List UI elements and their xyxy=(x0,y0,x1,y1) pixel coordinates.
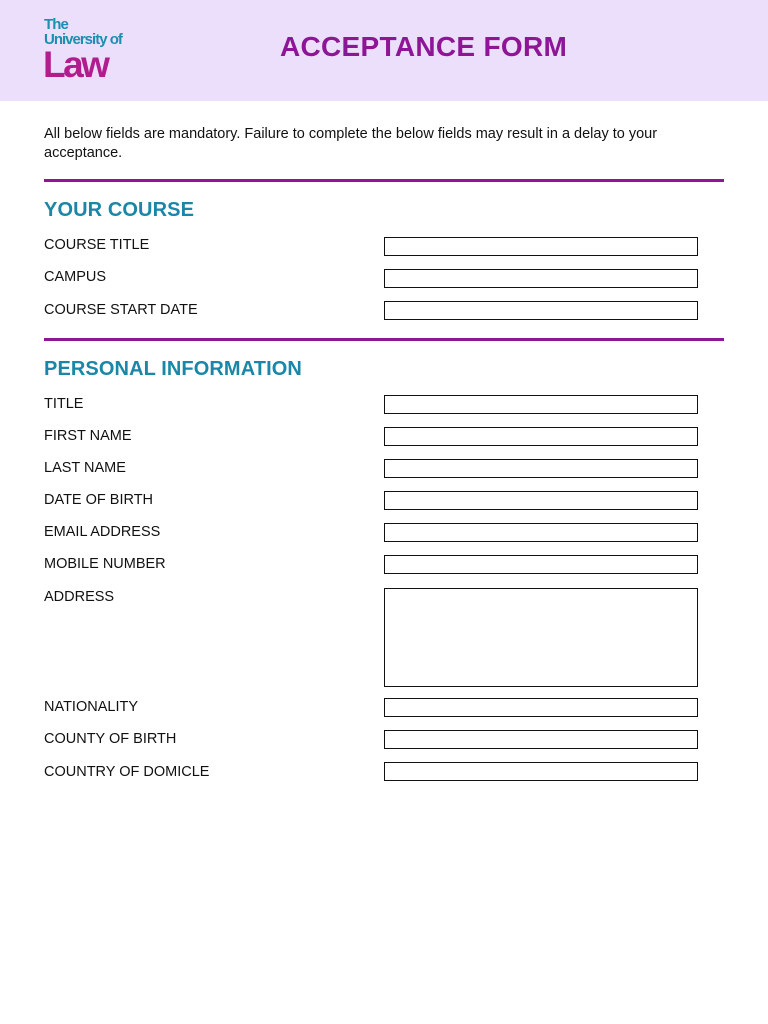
date-of-birth-field[interactable] xyxy=(384,491,698,510)
logo-line-law: Law xyxy=(43,44,108,85)
label-country-of-domicle: COUNTRY OF DOMICLE xyxy=(44,764,210,780)
section-heading-personal-information: PERSONAL INFORMATION xyxy=(44,358,302,380)
title-field[interactable] xyxy=(384,395,698,414)
label-course-start-date: COURSE START DATE xyxy=(44,302,198,318)
section-divider xyxy=(44,338,724,341)
label-campus: CAMPUS xyxy=(44,269,107,285)
label-county-of-birth: COUNTY OF BIRTH xyxy=(44,731,177,747)
last-name-field[interactable] xyxy=(384,459,698,478)
country-of-domicle-field[interactable] xyxy=(384,762,698,781)
label-mobile-number: MOBILE NUMBER xyxy=(44,556,166,572)
label-title: TITLE xyxy=(44,396,84,412)
label-first-name: FIRST NAME xyxy=(44,428,132,444)
nationality-field[interactable] xyxy=(384,698,698,717)
label-course-title: COURSE TITLE xyxy=(44,237,150,253)
label-address: ADDRESS xyxy=(44,589,115,605)
email-address-field[interactable] xyxy=(384,523,698,542)
label-nationality: NATIONALITY xyxy=(44,699,138,715)
mobile-number-field[interactable] xyxy=(384,555,698,574)
address-field[interactable] xyxy=(384,588,698,687)
intro-text: All below fields are mandatory. Failure to complete the below fields may result in a delay to your acceptance. xyxy=(44,126,658,161)
label-date-of-birth: DATE OF BIRTH xyxy=(44,492,154,508)
label-last-name: LAST NAME xyxy=(44,460,126,476)
logo-line-university-of: University of xyxy=(44,31,122,48)
section-divider xyxy=(44,179,724,182)
campus-field[interactable] xyxy=(384,269,698,288)
label-email-address: EMAIL ADDRESS xyxy=(44,524,161,540)
first-name-field[interactable] xyxy=(384,427,698,446)
header-band xyxy=(0,0,768,101)
county-of-birth-field[interactable] xyxy=(384,730,698,749)
course-title-field[interactable] xyxy=(384,237,698,256)
logo-line-the: The xyxy=(44,16,68,33)
page-title: ACCEPTANCE FORM xyxy=(280,31,568,62)
university-logo xyxy=(44,16,136,86)
section-heading-your-course: YOUR COURSE xyxy=(44,199,195,221)
course-start-date-field[interactable] xyxy=(384,301,698,320)
